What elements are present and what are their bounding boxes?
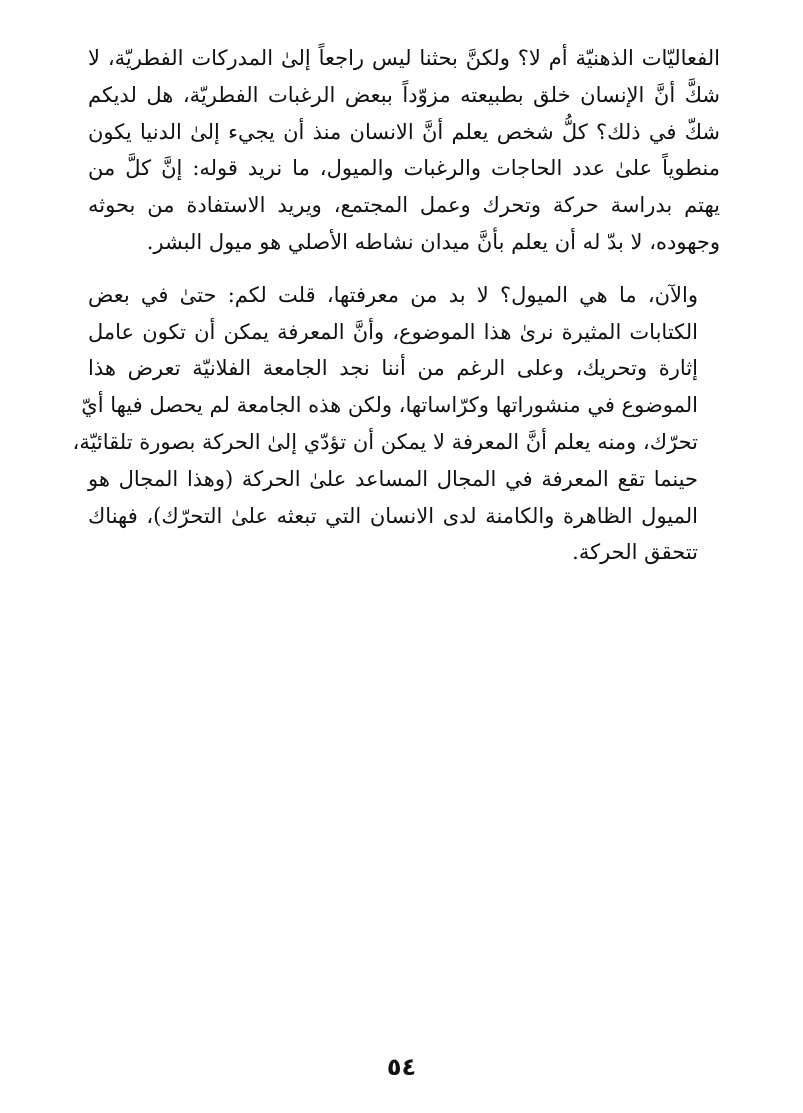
paragraph-1-line-4: منطوياً علىٰ عدد الحاجات والرغبات والميول، ما نريد قوله: إنَّ كلَّ من: [88, 156, 720, 181]
paragraph-1-line-2: شكَّ أنَّ الإنسان خلق بطبيعته مزوّداً ببعض الرغبات الفطريّة، هل لديكم: [88, 82, 720, 107]
paragraph-2-line-6: حينما تقع المعرفة في المجال المساعد علىٰ الحركة (وهذا المجال هو: [88, 466, 698, 491]
paragraph-2-line-8: تتحقق الحركة.: [572, 540, 698, 565]
page-number: ٥٤: [386, 1053, 417, 1081]
paragraph-2-line-7: الميول الظاهرة والكامنة لدى الانسان التي تبعثه علىٰ التحرّك)، فهناك: [88, 503, 698, 528]
paragraph-1-line-6: وجهوده، لا بدّ له أن يعلم بأنَّ ميدان نشاطه الأصلي هو ميول البشر.: [146, 229, 720, 254]
paragraph-1-line-1: الفعاليّات الذهنيّة أم لا؟ ولكنَّ بحثنا ليس راجعاً إلىٰ المدركات الفطريّة، لا: [88, 46, 720, 70]
paragraph-1-line-3: شكّ في ذلك؟ كلُّ شخص يعلم أنَّ الانسان منذ أن يجيء إلىٰ الدنيا يكون: [88, 119, 720, 144]
paragraph-2: [72, 277, 720, 571]
paragraph-1-line-5: يهتم بدراسة حركة وتحرك وعمل المجتمع، ويريد الاستفادة من بحوثه: [88, 193, 720, 218]
paragraph-2-line-2: الكتابات المثيرة نرىٰ هذا الموضوع، وأنَّ المعرفة يمكن أن تكون عامل: [88, 319, 698, 344]
page-body: [72, 40, 720, 571]
paragraph-1: [88, 40, 720, 261]
paragraph-2-line-4: الموضوع في منشوراتها وكرّاساتها، ولكن هذه الجامعة لم يحصل فيها أيّ: [81, 393, 698, 418]
paragraph-2-line-5: تحرّك، ومنه يعلم أنَّ المعرفة لا يمكن أن تؤدّي إلىٰ الحركة بصورة تلقائيّة،: [72, 429, 698, 454]
paragraph-2-line-3: إثارة وتحريك، وعلى الرغم من أننا نجد الجامعة الفلانيّة تعرض هذا: [88, 356, 698, 381]
paragraph-2-line-1: والآن، ما هي الميول؟ لا بد من معرفتها، قلت لكم: حتىٰ في بعض: [88, 282, 698, 307]
